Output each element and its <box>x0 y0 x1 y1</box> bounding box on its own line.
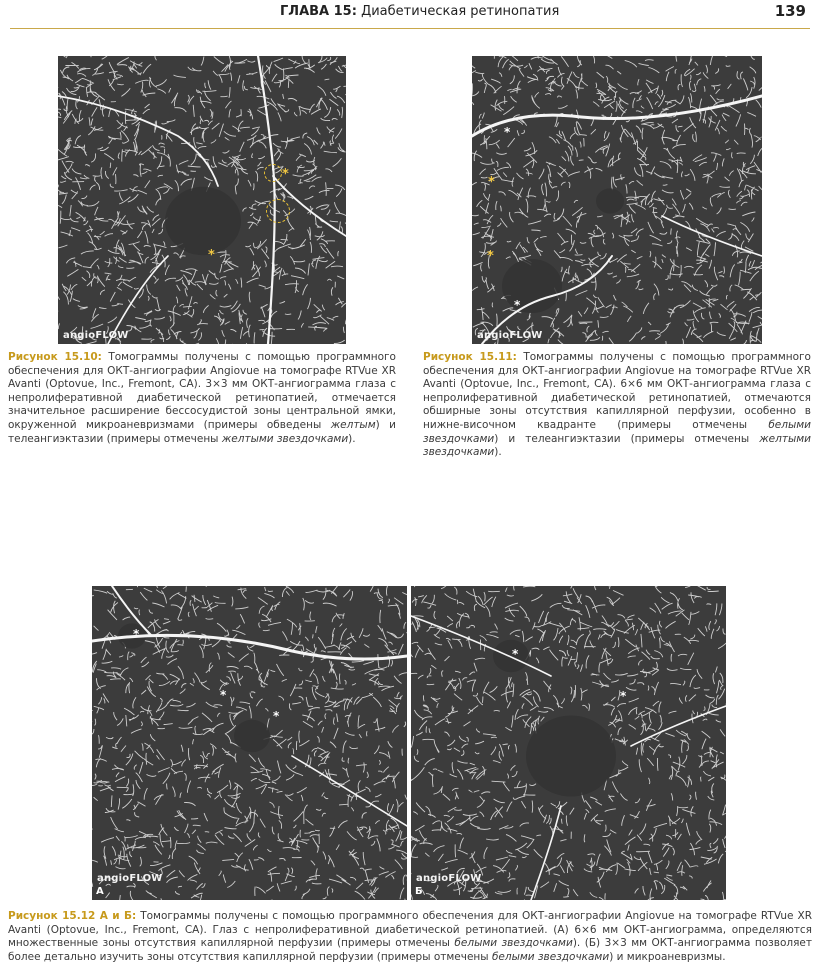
white-star-marker: * <box>620 689 627 703</box>
panel-label-a: А <box>96 886 104 897</box>
large-vessel <box>292 756 407 826</box>
figure-15-10-caption: Рисунок 15.10: Томограммы получены с помощью программного обеспечения для ОКТ-ангиографии Angiovue на томографе RTVue XR Avanti (Optovue, Inc., Fremont, CA). 3×3 мм ОКТ-ангиограмма глаза с непролиферативной диабетической ретинопатией, отмечается значительное расширение бессосудистой зоны центральной ямки, окруженной микроаневризмами (примеры обведены желтым) и телеангиэктазии (примеры отмечены желтыми звездочками). <box>8 351 396 445</box>
page-number: 139 <box>774 2 806 20</box>
figure-15-10-image <box>58 56 346 344</box>
white-star-marker: * <box>273 709 280 723</box>
figure-15-12-caption: Рисунок 15.12 А и Б: Томограммы получены с помощью программного обеспечения для ОКТ-ангиографии Angiovue на томографе RTVue XR Avanti (Optovue, Inc., Fremont, CA). Глаз с непролиферативной диабетической ретинопатией. (А) 6×6 мм ОКТ-ангиограмма, определяются множественные зоны отсутствия капиллярной перфузии (примеры отмечены белыми звездочками). (Б) 3×3 мм ОКТ-ангиограмма позволяет более детально изучить зоны отсутствия капиллярной перфузии (примеры отмечены белыми звездочками) и микроаневризмы. <box>8 910 812 963</box>
angioflow-logo: angioFLOW <box>97 873 163 884</box>
running-header <box>10 0 810 29</box>
figure-15-11-caption: Рисунок 15.11: Томограммы получены с помощью программного обеспечения для ОКТ-ангиографии Angiovue на томографе RTVue XR Avanti (Optovue, Inc., Fremont, CA). 6×6 мм ОКТ-ангиограмма глаза с непролиферативной диабетической ретинопатией, отмечаются обширные зоны отсутствия капиллярной перфузии, особенно в нижне-височном квадранте (примеры отмечены белыми звездочками) и телеангиэктазии (примеры отмечены желтыми звездочками). <box>423 351 811 459</box>
non-perfusion-zone <box>234 720 270 752</box>
vessel-network-15-12b <box>411 586 726 900</box>
non-perfusion-zone <box>502 259 562 313</box>
yellow-star-marker: * <box>488 175 495 190</box>
yellow-star-marker: * <box>208 248 215 263</box>
non-perfusion-zone <box>493 640 529 672</box>
chapter-title: ГЛАВА 15: Диабетическая ретинопатия <box>280 4 560 19</box>
figure-15-12a-image <box>92 586 407 900</box>
large-vessel <box>531 806 561 900</box>
panel-label-b: Б <box>415 886 423 897</box>
angioflow-logo: angioFLOW <box>416 873 482 884</box>
white-star-marker: * <box>220 688 227 702</box>
yellow-star-marker: * <box>487 249 494 264</box>
figure-15-11-image <box>472 56 762 344</box>
non-perfusion-zone <box>596 188 624 213</box>
white-star-marker: * <box>133 627 140 641</box>
yellow-star-marker: * <box>282 167 289 182</box>
angioflow-logo: angioFLOW <box>63 330 129 341</box>
angioflow-logo: angioFLOW <box>477 330 543 341</box>
microaneurysm-circle <box>266 199 290 223</box>
microaneurysm-circle <box>264 164 282 182</box>
white-star-marker: * <box>504 125 511 139</box>
white-star-marker: * <box>512 647 519 661</box>
non-perfusion-zone <box>165 187 241 255</box>
figure-15-12b-image <box>411 586 726 900</box>
vessel-network-15-10 <box>58 56 346 344</box>
white-star-marker: * <box>514 298 521 312</box>
non-perfusion-zone <box>526 716 616 797</box>
